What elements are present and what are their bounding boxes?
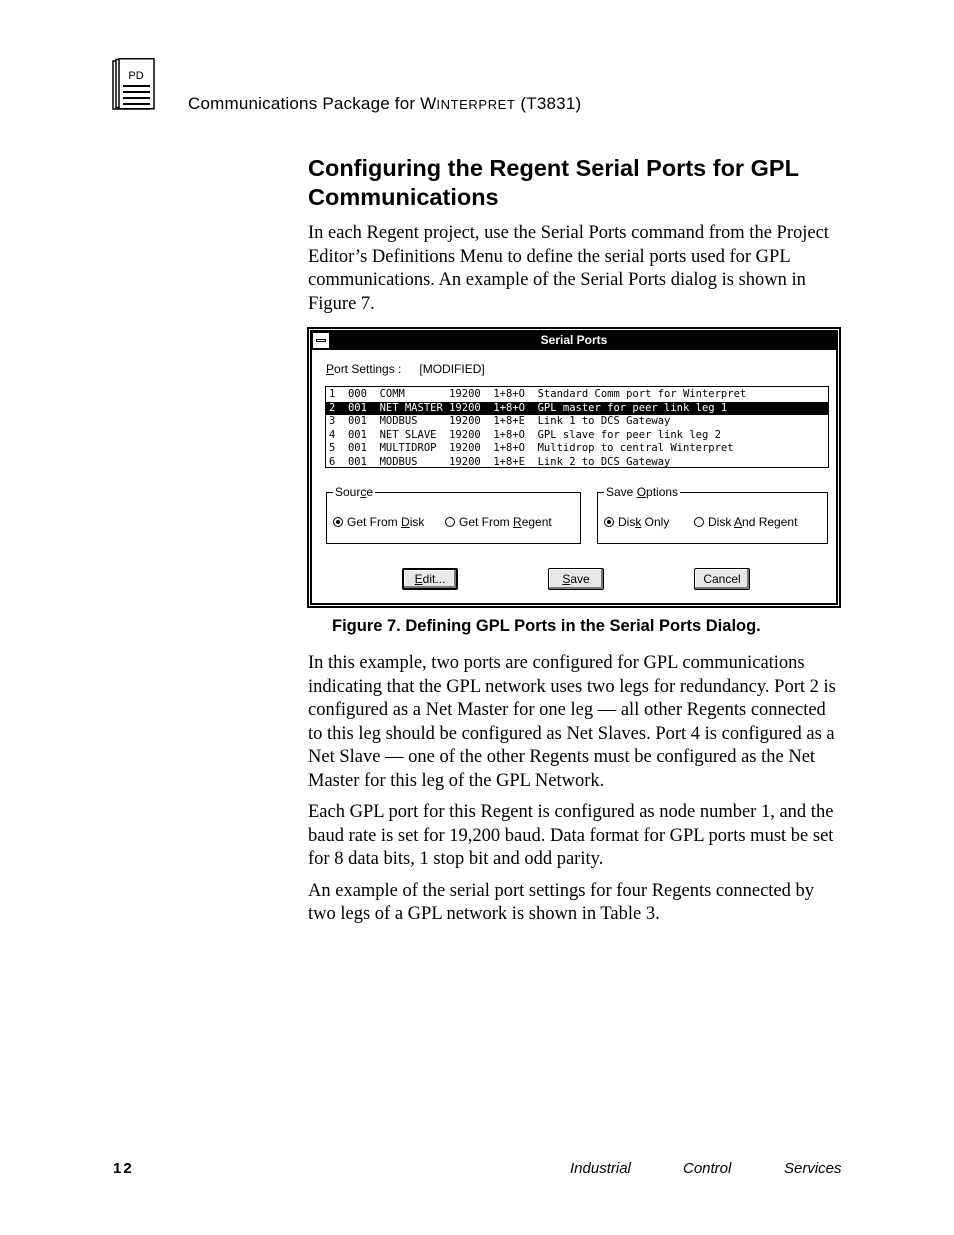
figure-caption: Figure 7. Defining GPL Ports in the Serial Ports Dialog. xyxy=(332,617,761,635)
cancel-button[interactable]: Cancel xyxy=(694,568,750,590)
source-groupbox xyxy=(326,485,581,544)
dialog-titlebar[interactable] xyxy=(312,332,836,350)
port-list-item[interactable]: 2 001 NET MASTER 19200 1+8+O GPL master for peer link leg 1 xyxy=(326,402,828,416)
running-head-main: Communications Package for xyxy=(188,94,421,113)
disk-and-regent-radio[interactable]: Disk And Regent xyxy=(694,515,797,529)
footer-company-word: Industrial xyxy=(570,1160,631,1177)
edit-button[interactable]: Edit... xyxy=(402,568,458,590)
port-list-item[interactable]: 5 001 MULTIDROP 19200 1+8+O Multidrop to central Winterpret xyxy=(329,442,734,455)
intro-paragraph: In each Regent project, use the Serial Ports command from the Project Editor’s Definitions Menu to define the serial ports used for GPL communications. An example of the Serial Ports dialog is shown in Figure 7. xyxy=(308,223,829,314)
pd-logo-text: PD xyxy=(128,70,144,82)
port-listbox[interactable] xyxy=(325,386,829,468)
running-head-smallcaps: INTERPRET xyxy=(436,97,516,112)
port-list-item[interactable]: 1 000 COMM 19200 1+8+O Standard Comm port for Winterpret xyxy=(329,388,747,400)
page-number: 12 xyxy=(113,1160,134,1177)
port-settings-mnemonic: P xyxy=(326,362,335,376)
running-head xyxy=(188,94,581,114)
serial-ports-dialog xyxy=(310,330,838,605)
port-list-item[interactable]: 6 001 MODBUS 19200 1+8+E Link 2 to DCS Gateway xyxy=(329,455,671,468)
port-list-item[interactable]: 3 001 MODBUS 19200 1+8+E Link 1 to DCS Gateway xyxy=(329,415,671,428)
get-from-regent-radio[interactable]: Get From Regent xyxy=(445,515,552,529)
footer-company-word: Services xyxy=(784,1160,842,1177)
save-button[interactable]: Save xyxy=(548,568,604,590)
body-paragraph: An example of the serial port settings for four Regents connected by two legs of a GPL network is shown in Table 3. xyxy=(308,880,815,924)
running-head-w: W xyxy=(420,94,437,113)
port-settings-text: ort Settings : xyxy=(334,362,402,376)
radio-unselected-icon xyxy=(445,517,455,527)
radio-selected-icon xyxy=(333,517,343,527)
body-paragraph: In this example, two ports are configured for GPL communications indicating that the GPL network uses two legs for redundancy. Port 2 is configured as a Net Master for one leg — all other Regents connected to this leg should be configured as Net Slaves. Port 4 is configured as a Net Slave — one of the other Regents must be configured as the Net Master for this leg of the GPL Network. xyxy=(308,653,836,791)
running-head-code: (T3831) xyxy=(515,94,582,113)
save-options-group-label: Save Options xyxy=(606,485,679,499)
main-content xyxy=(308,154,844,935)
disk-only-radio[interactable]: Disk Only xyxy=(604,515,669,529)
dialog-title: Serial Ports xyxy=(540,333,608,347)
port-list-item[interactable]: 4 001 NET SLAVE 19200 1+8+O GPL slave for peer link leg 2 xyxy=(329,428,721,441)
body-paragraph: Each GPL port for this Regent is configured as node number 1, and the baud rate is set for 19,200 baud. Data format for GPL ports must be set for 8 data bits, 1 stop bit and odd parity. xyxy=(308,802,834,869)
pd-document-icon xyxy=(112,58,156,112)
footer-company-word: Control xyxy=(683,1160,732,1177)
radio-selected-icon xyxy=(604,517,614,527)
radio-unselected-icon xyxy=(694,517,704,527)
section-title: Configuring the Regent Serial Ports for GPL Communications xyxy=(308,155,799,210)
port-settings-value: [MODIFIED] xyxy=(419,362,485,376)
source-group-label: Source xyxy=(335,485,374,499)
save-options-groupbox xyxy=(597,485,828,544)
port-settings-label xyxy=(326,362,485,376)
get-from-disk-radio[interactable]: Get From Disk xyxy=(333,515,424,529)
